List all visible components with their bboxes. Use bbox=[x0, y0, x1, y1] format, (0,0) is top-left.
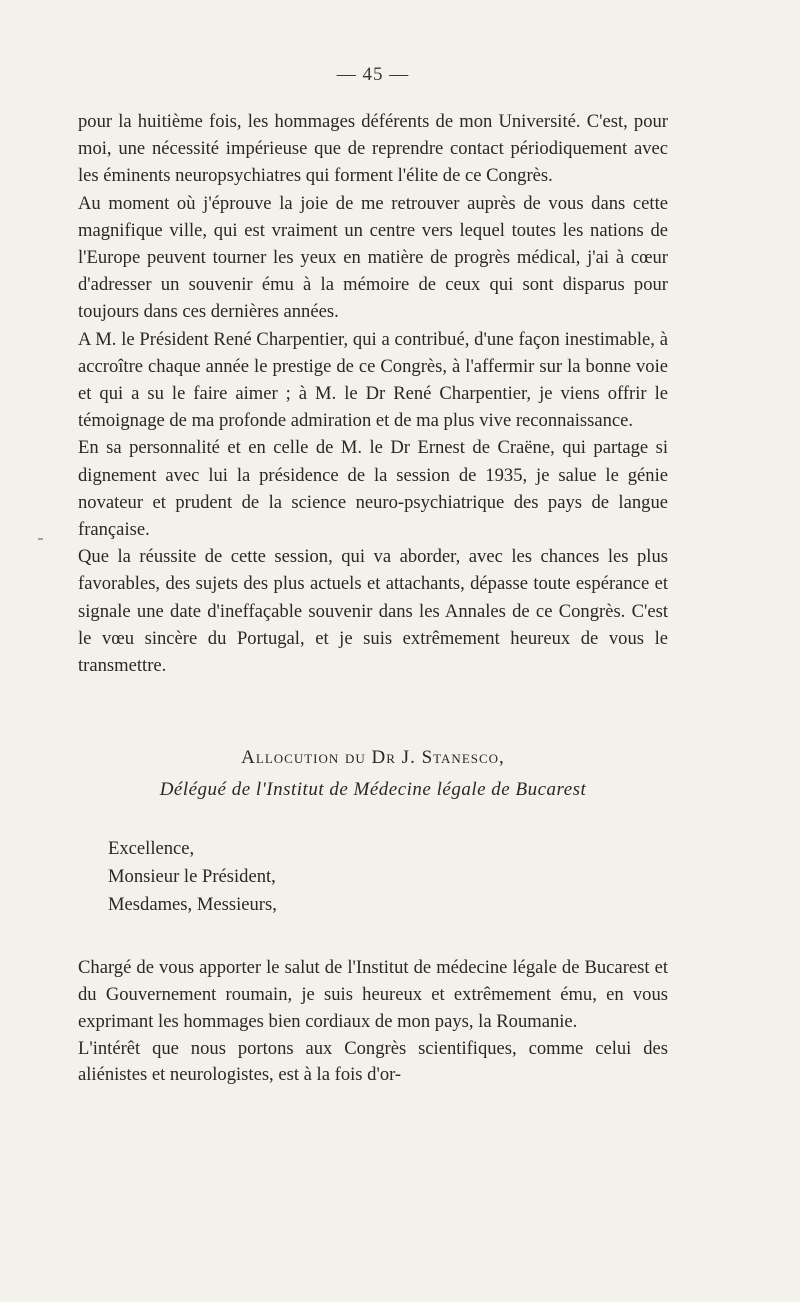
speech-body-romania bbox=[78, 955, 668, 1089]
salutation-line: Monsieur le Président, bbox=[108, 866, 276, 888]
salutation-line: Excellence, bbox=[108, 838, 195, 860]
paragraph: Que la réussite de cette session, qui va aborder, avec les chances les plus favorables, des sujets des plus actuels et attachants, dépasse toute espérance et signale une date d'ineffaçable souvenir dans les Annales de ce Congrès. C'est le vœu sincère du Portugal, et je suis extrêmement heureux de vous le transmettre. bbox=[78, 546, 668, 677]
paragraph: Chargé de vous apporter le salut de l'Institut de médecine légale de Bucarest et du Gouvernement roumain, je suis heureux et extrêmement ému, en vous exprimant les hommages bien cordiaux de mon pays, la Roumanie. bbox=[78, 957, 668, 1032]
paragraph: L'intérêt que nous portons aux Congrès scientifiques, comme celui des aliénistes et neurologistes, est à la fois d'or- bbox=[78, 1037, 668, 1086]
section-subheading: Délégué de l'Institut de Médecine légale de Bucarest bbox=[159, 779, 587, 801]
margin-mark bbox=[38, 538, 43, 540]
salutation-block bbox=[108, 835, 668, 919]
section-heading: Allocution du Dr J. Stanesco, bbox=[241, 747, 505, 769]
paragraph: A M. le Président René Charpentier, qui a contribué, d'une façon inestimable, à accroître chaque année le prestige de ce Congrès, à l'affermir sur la bonne voie et qui a su le faire aimer ; à M. le Dr René Charpentier, je viens offrir le témoignage de ma profonde admiration et de ma plus vive reconnaissance. bbox=[78, 328, 668, 432]
document-page bbox=[78, 64, 668, 1089]
paragraph: En sa personnalité et en celle de M. le Dr Ernest de Craëne, qui partage si dignement avec lui la présidence de la session de 1935, je salue le génie novateur et prudent de la science neuro-psychiatrique des pays de langue française. bbox=[78, 437, 668, 541]
paragraph: pour la huitième fois, les hommages déférents de mon Université. C'est, pour moi, une nécessité impérieuse que de reprendre contact périodiquement avec les éminents neuropsychiatres qui forment l'élite de ce Congrès. bbox=[78, 111, 668, 187]
salutation-line: Mesdames, Messieurs, bbox=[108, 894, 277, 916]
page-number: — 45 — bbox=[336, 64, 410, 85]
paragraph: Au moment où j'éprouve la joie de me retrouver auprès de vous dans cette magnifique ville, qui est vraiment un centre vers lequel toutes les nations de l'Europe peuvent tourner les yeux en matière de progrès médical, j'ai à cœur d'adresser un souvenir ému à la mémoire de ceux qui sont disparus pour toujours dans ces dernières années. bbox=[78, 192, 668, 323]
speech-body-portugal bbox=[78, 108, 668, 679]
